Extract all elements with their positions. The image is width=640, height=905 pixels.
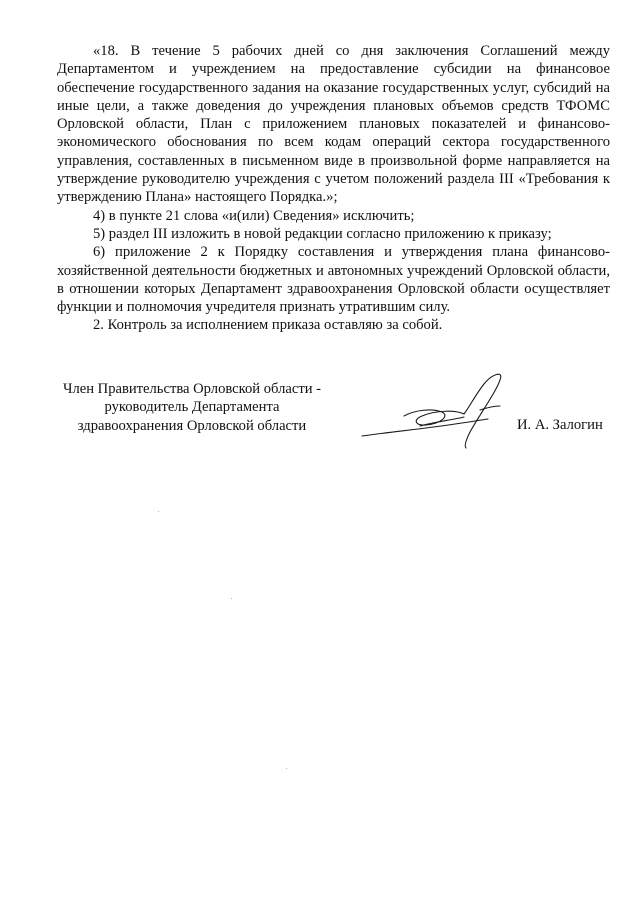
scan-speck [231, 598, 232, 599]
signer-name: И. А. Залогин [517, 417, 603, 433]
scan-speck [158, 511, 159, 512]
paragraph-clause-18: «18. В течение 5 рабочих дней со дня заключения Соглашений между Департаментом и учреждением на предоставление субсидии на финансовое обеспечение государственного задания на оказание государственных услуг, субсидий на иные цели, а также доведения до учреждения плановых объемов средств ТФОМС Орловской области, План с приложением плановых показателей и финансово-экономического обоснования по всем кодам операций сектора государственного управления, составленных в письменном виде в произвольной форме направляется на утверждение руководителю учреждения с учетом положений раздела III «Требования к утверждению Плана» настоящего Порядка.»; [57, 43, 610, 206]
signer-title-line: Член Правительства Орловской области - [62, 381, 322, 397]
paragraph-item-5: 5) раздел III изложить в новой редакции согласно приложению к приказу; [93, 225, 552, 242]
paragraph-control: 2. Контроль за исполнением приказа оставляю за собой. [93, 317, 443, 334]
paragraph-item-6: 6) приложение 2 к Порядку составления и утверждения плана финансово-хозяйственной деятельности бюджетных и автономных учреждений Орловской области, в отношении которых Департамент здравоохранения Орловской области осуществляет функции и полномочия учредителя признать утратившим силу. [57, 244, 610, 316]
scan-speck [286, 768, 287, 769]
signer-position [57, 380, 327, 435]
paragraph-item-4: 4) в пункте 21 слова «и(или) Сведения» исключить; [93, 207, 415, 224]
handwritten-signature [360, 370, 520, 450]
signer-title-line: здравоохранения Орловской области [77, 417, 307, 434]
document-body [57, 42, 610, 335]
signer-title-line: руководитель Департамента [104, 399, 280, 416]
